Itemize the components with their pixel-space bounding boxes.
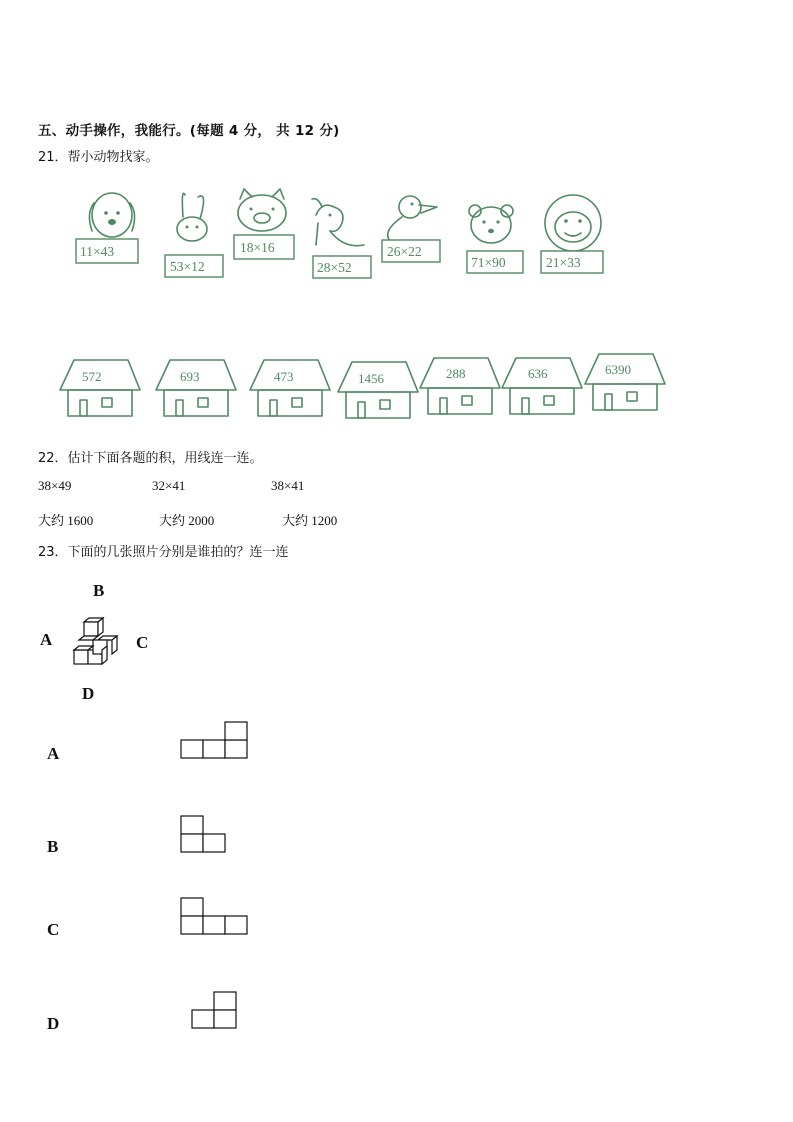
section-title: 五、动手操作，我能行。(每题 4 分， 共 12 分) [38,123,340,139]
expression-item: 32×41 [152,478,186,493]
animals-illustration [60,185,630,295]
animal-expr: 53×12 [170,259,205,274]
estimate-item: 大约 1200 [282,513,338,528]
dog-icon [76,193,138,263]
house-icon [502,358,582,414]
view-label: B [47,837,59,856]
pig-icon [234,189,294,259]
house-icon [156,360,236,416]
house-icon [60,360,140,416]
house-number: 693 [180,369,200,384]
question-21-prompt: 21．帮小动物找家。 [38,150,159,165]
view-figure-a [180,721,250,761]
house-icon [338,362,418,418]
animal-expr: 26×22 [387,244,422,259]
estimate-item: 大约 1600 [38,513,94,528]
house-number: 288 [446,366,466,381]
bear-icon [467,205,523,273]
house-number: 6390 [605,362,631,377]
house-icon [585,354,665,410]
house-number: 572 [82,369,102,384]
monkey-icon [541,195,603,273]
house-number: 636 [528,366,548,381]
house-number: 473 [274,369,294,384]
view-figure-c [180,897,252,937]
house-icon [250,360,330,416]
position-label-bottom: D [82,684,95,703]
view-label: A [47,744,60,763]
position-label-top: B [93,581,105,600]
view-figure-b [180,815,230,855]
question-22-prompt: 22．估计下面各题的积，用线连一连。 [38,451,263,466]
houses-illustration [58,350,668,420]
view-label: D [47,1014,60,1033]
house-number: 1456 [358,371,384,386]
duck-icon [382,196,440,262]
animal-expr: 18×16 [240,240,275,255]
view-label: C [47,920,60,939]
animal-expr: 11×43 [80,244,115,259]
expression-item: 38×49 [38,478,72,493]
expression-item: 38×41 [271,478,305,493]
animal-expr: 71×90 [471,255,506,270]
estimate-item: 大约 2000 [159,513,215,528]
view-figure-d [191,991,241,1031]
animal-expr: 28×52 [317,260,352,275]
position-label-right: C [136,633,149,652]
rabbit-icon [165,193,223,277]
house-icon [420,358,500,414]
animal-expr: 21×33 [546,255,581,270]
goat-icon [312,199,371,278]
question-23-prompt: 23．下面的几张照片分别是谁拍的？连一连 [38,545,289,560]
cube-stack-figure [70,616,120,668]
position-label-left: A [40,630,53,649]
